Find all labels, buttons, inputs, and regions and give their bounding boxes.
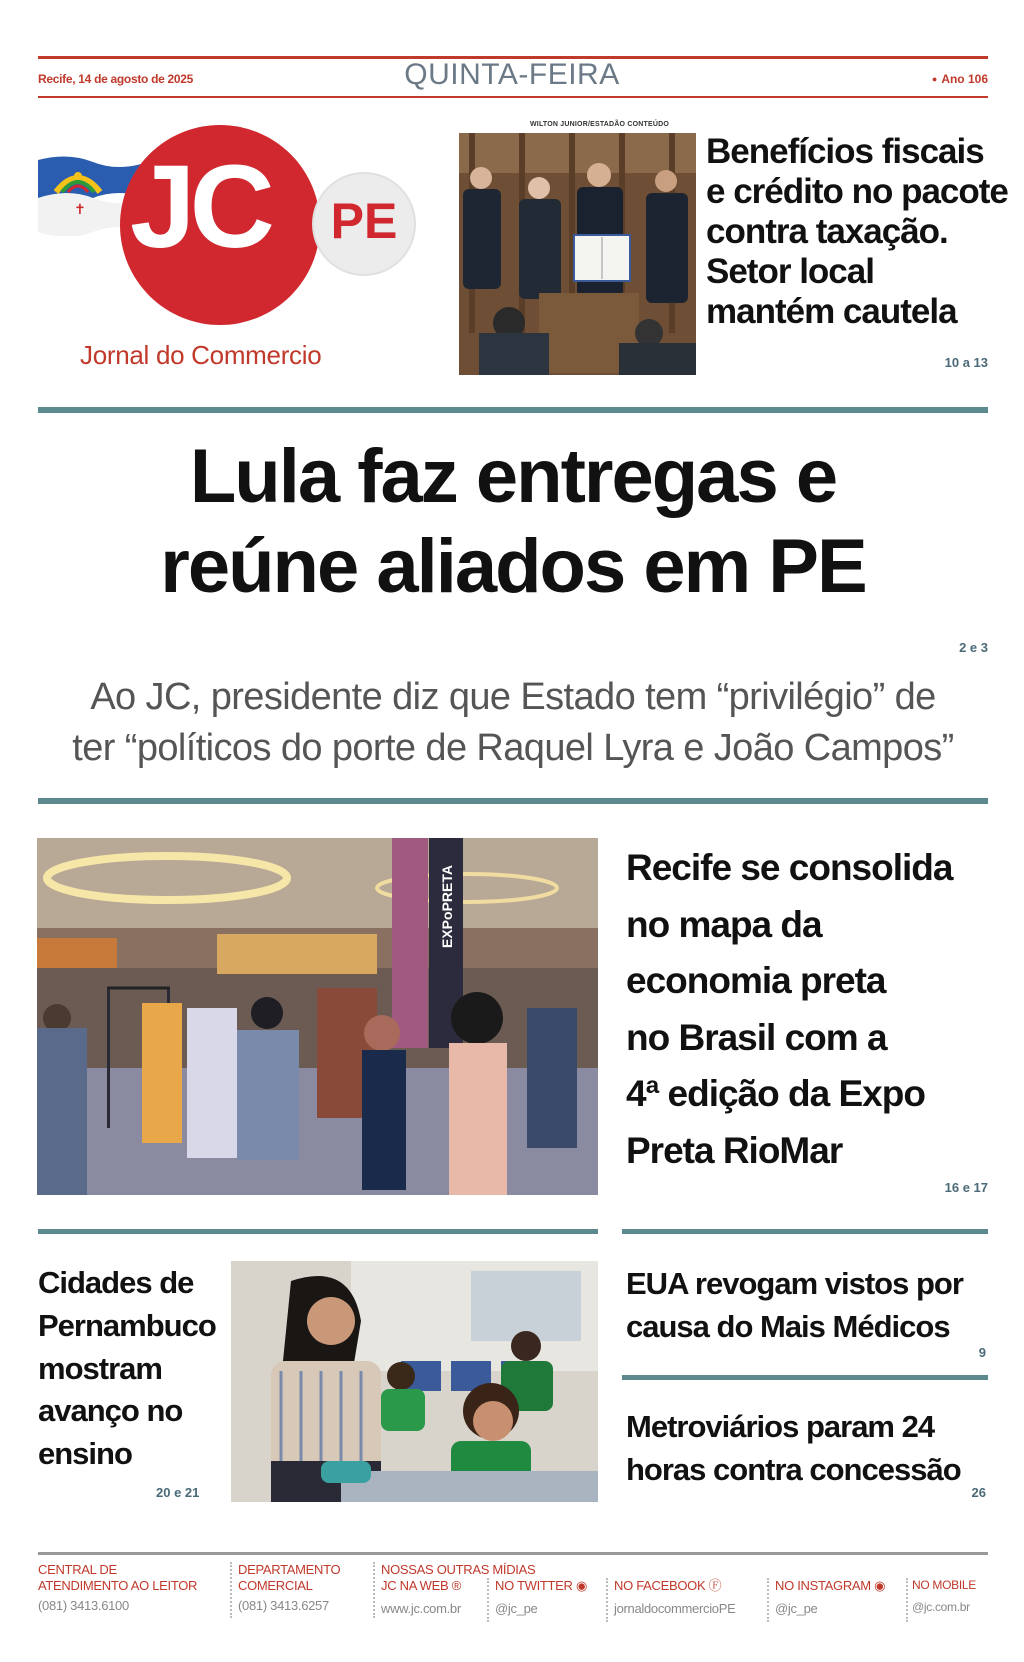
education-headline-line: mostram [38, 1350, 162, 1386]
lead-deck [38, 672, 988, 774]
expo-headline-line: Preta RioMar [626, 1130, 843, 1172]
top-story-headline-line: e crédito no pacote [706, 171, 1008, 211]
education-headline-line: avanço no [38, 1393, 183, 1429]
top-story-headline-line: mantém cautela [706, 291, 957, 331]
education-headline-line: Cidades de [38, 1265, 194, 1300]
expo-headline-line: Recife se consolida [626, 847, 953, 888]
issue-date: Recife, 14 de agosto de 2025 [38, 72, 194, 86]
education-story-page-ref: 20 e 21 [156, 1485, 200, 1500]
instagram-icon: ◉ [874, 1578, 886, 1593]
commercial-label: DEPARTAMENTO [238, 1562, 341, 1577]
commercial-phone[interactable]: (081) 3413.6257 [238, 1597, 329, 1613]
expo-headline-line: no Brasil com a [626, 1016, 887, 1058]
footer-instagram [775, 1578, 885, 1616]
weekday: QUINTA-FEIRA [404, 58, 620, 91]
section-divider [622, 1375, 988, 1380]
expo-headline-line: no mapa da [626, 903, 822, 945]
expo-sign-text: EXPoPRETA [439, 865, 455, 948]
metro-headline-line: Metroviários param 24 [626, 1409, 935, 1444]
classroom-photo[interactable] [231, 1261, 598, 1502]
expo-headline-line: economia preta [626, 960, 886, 1002]
footer-twitter [495, 1578, 587, 1616]
footer-separator [487, 1578, 489, 1622]
footer-separator [767, 1578, 769, 1622]
education-headline-line: ensino [38, 1436, 132, 1472]
footer-separator [373, 1562, 375, 1618]
lula-ceremony-photo[interactable] [459, 133, 696, 375]
edition-number: ● Ano 106 [932, 72, 988, 86]
footer-reader-service [38, 1562, 197, 1613]
photo-credit: WILTON JUNIOR/ESTADÃO CONTEÚDO [530, 121, 669, 128]
metro-story-page-ref: 26 [971, 1485, 986, 1500]
top-story-page-ref: 10 a 13 [944, 355, 988, 370]
footer-other-media [381, 1562, 535, 1578]
footer-separator [230, 1562, 232, 1618]
top-story-headline-line: contra taxação. [706, 211, 948, 251]
footer-commercial [238, 1562, 340, 1613]
commercial-label: COMERCIAL [238, 1578, 313, 1594]
masthead-name: Jornal do Commercio [80, 340, 322, 370]
web-icon: ® [451, 1578, 461, 1593]
visa-headline[interactable] [626, 1262, 963, 1349]
footer-rule [38, 1552, 988, 1555]
top-story-headline-line: Setor local [706, 251, 874, 291]
instagram-link[interactable]: @jc_pe [775, 1601, 818, 1617]
lead-story-page-ref: 2 e 3 [959, 640, 988, 655]
expo-story-page-ref: 16 e 17 [944, 1180, 988, 1195]
reader-service-phone[interactable]: (081) 3413.6100 [38, 1597, 129, 1613]
footer-web [381, 1578, 461, 1616]
visa-headline-line: causa do Mais Médicos [626, 1309, 950, 1345]
section-divider [38, 798, 988, 804]
footer-facebook [614, 1578, 735, 1616]
footer-separator [906, 1578, 908, 1622]
lead-deck-line-2: ter “políticos do porte de Raquel Lyra e João Campos” [72, 726, 954, 769]
top-story-headline[interactable] [706, 132, 1008, 331]
svg-text:✝: ✝ [74, 202, 86, 218]
lead-deck-line-1: Ao JC, presidente diz que Estado tem “privilégio” de [90, 676, 936, 718]
lead-headline-line-1: Lula faz entregas e [189, 434, 837, 519]
section-divider [38, 407, 988, 413]
facebook-label: NO FACEBOOK Ⓕ [614, 1578, 722, 1593]
mobile-link[interactable]: @jc.com.br [912, 1600, 970, 1614]
pe-logo-text: PE [330, 193, 398, 249]
jc-logo-text: JC [130, 141, 269, 273]
visa-headline-line: EUA revogam vistos por [626, 1266, 963, 1301]
metro-headline[interactable] [626, 1405, 961, 1492]
expo-headline-line: 4ª edição da Expo [626, 1073, 925, 1115]
lead-headline[interactable] [38, 432, 988, 611]
education-headline[interactable] [38, 1262, 216, 1476]
footer-mobile [912, 1578, 976, 1614]
twitter-icon: ◉ [575, 1578, 588, 1593]
reader-service-label: CENTRAL DE [38, 1562, 117, 1577]
instagram-label: NO INSTAGRAM ◉ [775, 1578, 886, 1593]
web-link[interactable]: www.jc.com.br [381, 1601, 461, 1617]
top-story-headline-line: Benefícios fiscais [706, 132, 984, 171]
section-divider [38, 1229, 598, 1234]
web-label: JC NA WEB ® [381, 1578, 461, 1593]
reader-service-label: ATENDIMENTO AO LEITOR [38, 1578, 198, 1594]
expo-preta-photo[interactable] [37, 838, 598, 1195]
footer-separator [606, 1578, 608, 1622]
expo-headline[interactable] [626, 840, 952, 1180]
other-media-label: NOSSAS OUTRAS MÍDIAS [381, 1562, 536, 1577]
facebook-link[interactable]: jornaldocommercioPE [614, 1601, 736, 1617]
lead-headline-line-2: reúne aliados em PE [160, 523, 866, 609]
metro-headline-line: horas contra concessão [626, 1452, 961, 1488]
visa-story-page-ref: 9 [978, 1345, 986, 1360]
mobile-label: NO MOBILE [912, 1578, 976, 1592]
header-bottom-rule [38, 96, 988, 98]
education-headline-line: Pernambuco [38, 1307, 216, 1343]
facebook-icon: Ⓕ [708, 1578, 722, 1593]
section-divider [622, 1229, 988, 1234]
twitter-label: NO TWITTER ◉ [495, 1578, 588, 1593]
twitter-link[interactable]: @jc_pe [495, 1601, 538, 1617]
